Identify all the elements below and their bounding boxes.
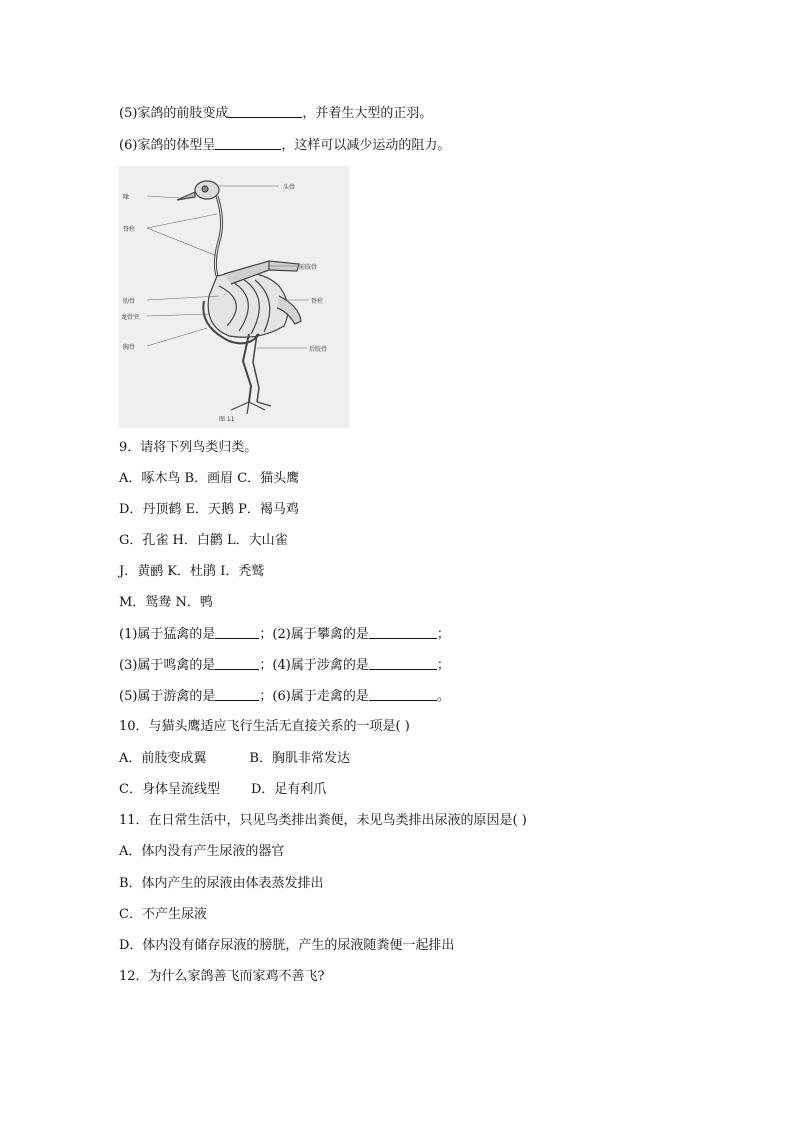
pigeon-skeleton-figure bbox=[119, 166, 349, 428]
q10-options-ab bbox=[119, 751, 350, 767]
q11-option-d[interactable]: D．体内没有储存尿液的膀胱，产生的尿液随粪便一起排出 bbox=[119, 938, 455, 953]
pigeon-skeleton-illustration bbox=[119, 166, 349, 428]
label-hindlimb: 后肢骨 bbox=[309, 346, 328, 353]
q8-item5 bbox=[119, 105, 432, 122]
q9-fill-row-1 bbox=[119, 626, 450, 643]
answer-blank[interactable] bbox=[215, 626, 259, 639]
q9-option-row: J．黄鹂 K．杜鹃 I．秃鹫 bbox=[119, 564, 265, 579]
q10-options-cd bbox=[119, 782, 326, 798]
label-forelimb: 前肢骨 bbox=[299, 264, 318, 271]
punctuation: ； bbox=[436, 658, 450, 673]
q9-fill-4-label: ；(4)属于涉禽的是 bbox=[259, 658, 369, 673]
q9-fill-row-2 bbox=[119, 657, 450, 674]
q8-item6 bbox=[119, 137, 450, 154]
q9-fill-6-label: ；(6)属于走禽的是 bbox=[259, 689, 369, 704]
q9-option-row: A．啄木鸟 B．画眉 C．猫头鹰 bbox=[119, 471, 300, 486]
q8-item6-pre: (6)家鸽的体型呈 bbox=[119, 138, 216, 153]
q8-item5-post: ，并着生大型的正羽。 bbox=[302, 106, 433, 121]
q10-option-d[interactable]: D．足有利爪 bbox=[250, 782, 327, 797]
label-beak: 喙 bbox=[123, 194, 130, 201]
q12-stem: 12．为什么家鸽善飞而家鸡不善飞? bbox=[119, 969, 325, 984]
label-sternum: 胸骨 bbox=[123, 344, 136, 351]
figure-caption: 图 11 bbox=[219, 416, 235, 423]
q11-stem: 11．在日常生活中，只见鸟类排出粪便，未见鸟类排出尿液的原因是( ) bbox=[119, 813, 527, 828]
label-spine-right: 脊柱 bbox=[311, 298, 324, 305]
q11-option-c[interactable]: C．不产生尿液 bbox=[119, 907, 207, 922]
q11-option-b[interactable]: B．体内产生的尿液由体表蒸发排出 bbox=[119, 876, 324, 891]
q9-option-row: G．孔雀 H．白鹳 L．大山雀 bbox=[119, 533, 288, 548]
q9-fill-1-label: (1)属于猛禽的是 bbox=[119, 627, 216, 642]
q10-option-b[interactable]: B．胸肌非常发达 bbox=[249, 751, 350, 766]
answer-blank[interactable] bbox=[369, 657, 437, 670]
q10-stem: 10．与猫头鹰适应飞行生活无直接关系的一项是( ) bbox=[119, 719, 410, 734]
q8-item5-pre: (5)家鸽的前肢变成 bbox=[119, 106, 229, 121]
answer-blank[interactable] bbox=[215, 688, 259, 701]
q10-option-c[interactable]: C．身体呈流线型 bbox=[119, 782, 220, 797]
q11-option-a[interactable]: A．体内没有产生尿液的器官 bbox=[119, 844, 285, 859]
answer-blank[interactable] bbox=[369, 626, 437, 639]
q9-fill-3-label: (3)属于鸣禽的是 bbox=[119, 658, 216, 673]
q8-item6-post: ，这样可以减少运动的阻力。 bbox=[281, 138, 451, 153]
answer-blank[interactable] bbox=[215, 137, 281, 150]
q10-option-a[interactable]: A．前肢变成翼 bbox=[119, 751, 207, 766]
punctuation: 。 bbox=[436, 689, 450, 704]
answer-blank[interactable] bbox=[369, 688, 437, 701]
q9-fill-2-label: ；(2)属于攀禽的是 bbox=[259, 627, 369, 642]
label-furcula: 龙骨突 bbox=[121, 314, 140, 321]
q9-option-row: M．鸳鸯 N．鸭 bbox=[119, 595, 213, 610]
q9-option-row: D．丹顶鹤 E．天鹅 P．褐马鸡 bbox=[119, 502, 299, 517]
answer-blank[interactable] bbox=[215, 657, 259, 670]
label-spine-left: 脊柱 bbox=[123, 226, 136, 233]
q9-fill-row-3 bbox=[119, 688, 450, 705]
label-skull: 头骨 bbox=[283, 184, 296, 191]
q9-stem: 9．请将下列鸟类归类。 bbox=[119, 440, 258, 455]
q9-fill-5-label: (5)属于游禽的是 bbox=[119, 689, 216, 704]
answer-blank[interactable] bbox=[228, 105, 302, 118]
punctuation: ； bbox=[436, 627, 450, 642]
label-ribs: 肋骨 bbox=[123, 298, 136, 305]
